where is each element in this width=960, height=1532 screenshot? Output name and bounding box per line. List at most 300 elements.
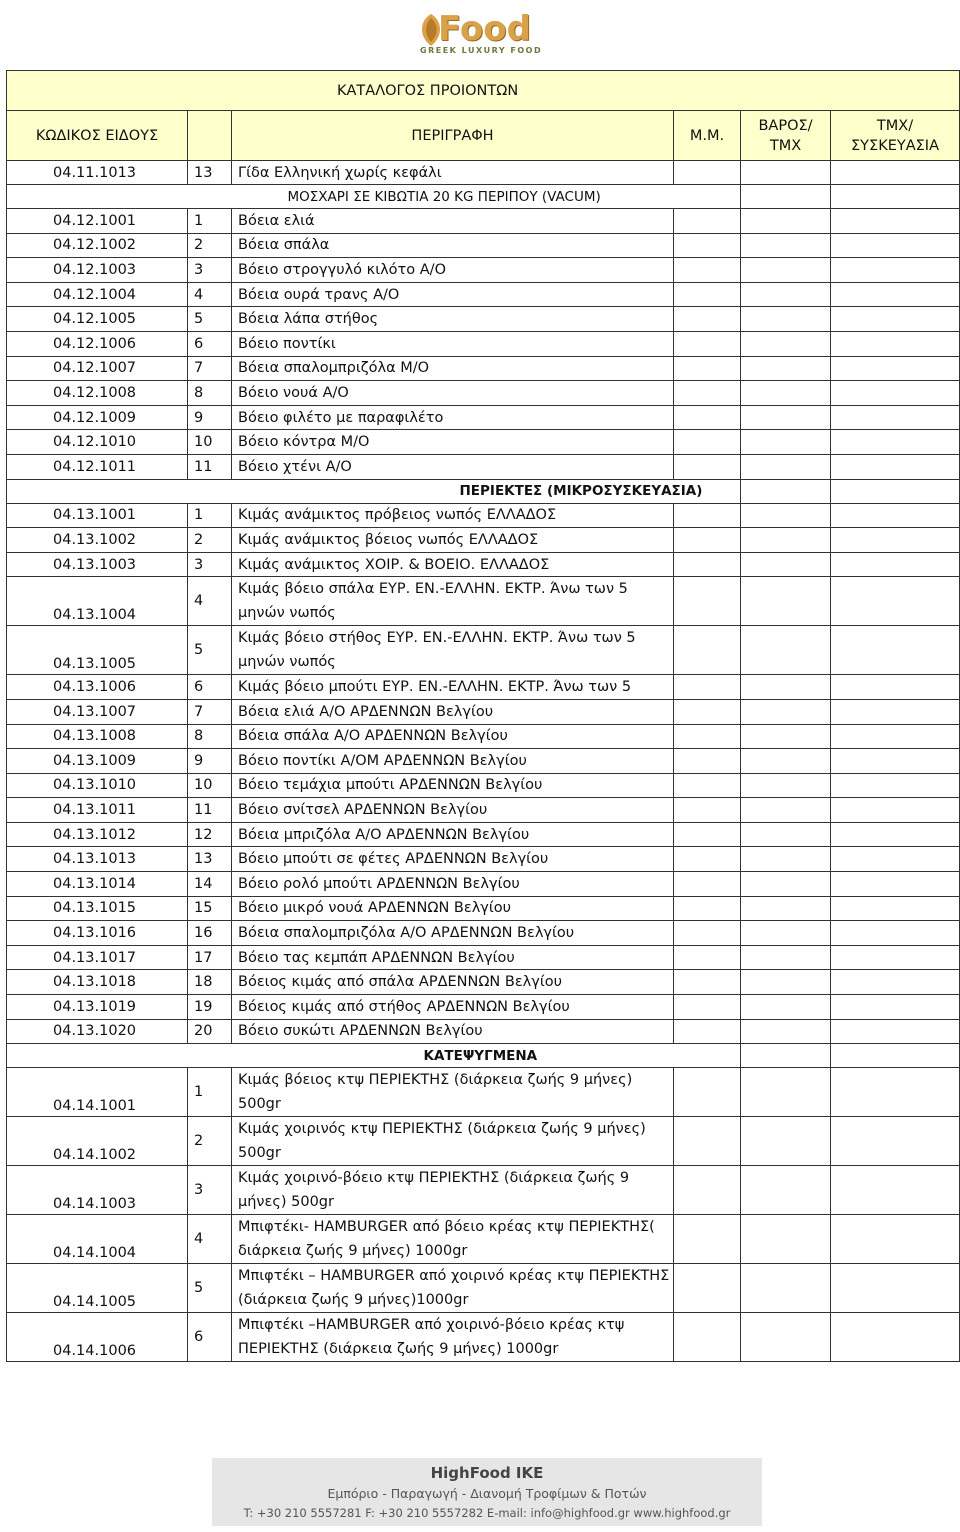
item-pack [831,1117,960,1166]
item-pack [831,454,960,479]
footer-company-name: HighFood ΙΚΕ [430,1464,544,1482]
section-spacer [831,185,960,209]
item-pack [831,724,960,749]
item-pack [831,356,960,381]
item-unit [674,995,741,1020]
section-spacer [188,479,232,503]
item-code: 04.12.1008 [7,381,188,406]
item-unit [674,1117,741,1166]
item-pack [831,970,960,995]
item-code: 04.13.1018 [7,970,188,995]
table-row [7,626,960,675]
item-code: 04.14.1005 [7,1264,188,1313]
item-code: 04.13.1011 [7,798,188,823]
item-number: 20 [188,1019,232,1044]
item-description: Βόεια σπαλομπριζόλα Μ/Ο [232,356,674,381]
header-num [188,111,232,161]
item-pack [831,381,960,406]
item-weight [741,970,831,995]
item-description: Βόειο συκώτι ΑΡΔΕΝΝΩΝ Βελγίου [232,1019,674,1044]
item-number: 1 [188,503,232,528]
item-pack [831,161,960,185]
item-weight [741,699,831,724]
item-number: 10 [188,773,232,798]
item-code: 04.13.1009 [7,749,188,774]
item-number: 8 [188,724,232,749]
catalog-title: ΚΑΤΑΛΟΓΟΣ ΠΡΟΙΟΝΤΩΝ [7,71,674,111]
item-unit [674,699,741,724]
table-row [7,773,960,798]
item-description: Βόειο ποντίκι Α/ΟΜ ΑΡΔΕΝΝΩΝ Βελγίου [232,749,674,774]
item-code: 04.12.1002 [7,233,188,258]
item-description: Κιμάς βόειο σπάλα ΕΥΡ. ΕΝ.-ΕΛΛΗΝ. ΕΚΤΡ. Άνω των 5 μηνών νωπός [232,577,674,626]
item-description: Βόειο ρολό μπούτι ΑΡΔΕΝΝΩΝ Βελγίου [232,872,674,897]
item-number: 4 [188,577,232,626]
item-pack [831,552,960,577]
item-pack [831,847,960,872]
item-weight [741,1068,831,1117]
item-weight [741,307,831,332]
item-weight [741,209,831,234]
item-code: 04.14.1001 [7,1068,188,1117]
item-description: Βόειο μπούτι σε φέτες ΑΡΔΕΝΝΩΝ Βελγίου [232,847,674,872]
table-row [7,405,960,430]
header-code: ΚΩΔΙΚΟΣ ΕΙΔΟΥΣ [7,111,188,161]
item-description: Βόεια λάπα στήθος [232,307,674,332]
item-pack [831,822,960,847]
item-number: 13 [188,847,232,872]
item-weight [741,1264,831,1313]
item-unit [674,356,741,381]
item-description: Βόεια σπάλα Α/Ο ΑΡΔΕΝΝΩΝ Βελγίου [232,724,674,749]
item-unit [674,454,741,479]
item-unit [674,945,741,970]
item-code: 04.13.1002 [7,528,188,553]
item-description: Κιμάς ανάμικτος ΧΟΙΡ. & ΒΟΕΙΟ. ΕΛΛΑΔΟΣ [232,552,674,577]
section-spacer [741,479,831,503]
item-code: 04.13.1020 [7,1019,188,1044]
item-unit [674,1019,741,1044]
table-row [7,1215,960,1264]
item-pack [831,773,960,798]
item-code: 04.14.1004 [7,1215,188,1264]
item-weight [741,282,831,307]
table-row [7,798,960,823]
item-pack [831,995,960,1020]
header-weight: ΒΑΡΟΣ/ ΤΜΧ [741,111,831,161]
table-row [7,995,960,1020]
item-code: 04.12.1001 [7,209,188,234]
item-unit [674,822,741,847]
item-code: 04.12.1011 [7,454,188,479]
item-number: 4 [188,282,232,307]
item-unit [674,1264,741,1313]
item-description: Μπιφτέκι- HAMBURGER από βόειο κρέας κτψ ΠΕΡΙΕΚΤΗΣ( διάρκεια ζωής 9 μήνες) 1000gr [232,1215,674,1264]
item-pack [831,1166,960,1215]
item-number: 14 [188,872,232,897]
section-spacer [188,185,232,209]
header-description: ΠΕΡΙΓΡΑΦΗ [232,111,674,161]
item-description: Κιμάς βόειος κτψ ΠΕΡΙΕΚΤΗΣ (διάρκεια ζωής 9 μήνες) 500gr [232,1068,674,1117]
table-row [7,896,960,921]
table-row [7,1117,960,1166]
logo-tagline: GREEK LUXURY FOOD [420,46,543,55]
table-row [7,749,960,774]
header-pack: ΤΜΧ/ ΣΥΣΚΕΥΑΣΙΑ [831,111,960,161]
item-pack [831,675,960,700]
item-unit [674,552,741,577]
item-weight [741,454,831,479]
item-weight [741,1215,831,1264]
table-row [7,528,960,553]
section-row [7,479,960,503]
section-spacer [831,1044,960,1068]
table-row [7,503,960,528]
item-code: 04.13.1003 [7,552,188,577]
item-unit [674,1166,741,1215]
table-row [7,847,960,872]
table-row [7,699,960,724]
item-code: 04.13.1005 [7,626,188,675]
item-number: 6 [188,1313,232,1362]
item-description: Βόεια σπάλα [232,233,674,258]
item-pack [831,749,960,774]
item-code: 04.14.1003 [7,1166,188,1215]
item-number: 3 [188,1166,232,1215]
footer-contact: T: +30 210 5557281 F: +30 210 5557282 E-mail: info@highfood.gr www.highfood.gr [243,1506,731,1520]
item-description: Βόειο τεμάχια μπούτι ΑΡΔΕΝΝΩΝ Βελγίου [232,773,674,798]
table-row [7,282,960,307]
item-code: 04.12.1009 [7,405,188,430]
item-number: 5 [188,626,232,675]
item-weight [741,331,831,356]
item-number: 17 [188,945,232,970]
title-row-spacer [674,71,960,111]
item-description: Κιμάς βόειο μπούτι ΕΥΡ. ΕΝ.-ΕΛΛΗΝ. ΕΚΤΡ. Άνω των 5 [232,675,674,700]
item-unit [674,872,741,897]
item-number: 13 [188,161,232,185]
item-pack [831,1313,960,1362]
item-code: 04.12.1010 [7,430,188,455]
item-description: Βόειο χτένι Α/Ο [232,454,674,479]
table-row [7,872,960,897]
item-number: 2 [188,528,232,553]
item-weight [741,503,831,528]
table-row [7,945,960,970]
item-weight [741,233,831,258]
item-description: Βόεια ελιά Α/Ο ΑΡΔΕΝΝΩΝ Βελγίου [232,699,674,724]
item-weight [741,161,831,185]
item-code: 04.13.1015 [7,896,188,921]
item-unit [674,847,741,872]
item-unit [674,405,741,430]
item-unit [674,577,741,626]
section-spacer [741,185,831,209]
item-number: 5 [188,1264,232,1313]
item-number: 19 [188,995,232,1020]
item-number: 7 [188,356,232,381]
item-pack [831,1264,960,1313]
item-number: 12 [188,822,232,847]
item-pack [831,921,960,946]
item-weight [741,995,831,1020]
item-number: 6 [188,675,232,700]
item-weight [741,724,831,749]
item-weight [741,798,831,823]
item-weight [741,1117,831,1166]
item-code: 04.13.1008 [7,724,188,749]
item-description: Βόεια ελιά [232,209,674,234]
item-description: Βόειο φιλέτο με παραφιλέτο [232,405,674,430]
section-row [7,185,960,209]
table-row [7,724,960,749]
footer-subtitle: Εμπόριο - Παραγωγή - Διανομή Τροφίμων & Ποτών [327,1486,647,1501]
item-code: 04.12.1003 [7,258,188,283]
item-code: 04.13.1013 [7,847,188,872]
item-weight [741,430,831,455]
item-code: 04.12.1006 [7,331,188,356]
item-description: Κιμάς ανάμικτος βόειος νωπός ΕΛΛΑΔΟΣ [232,528,674,553]
item-pack [831,872,960,897]
item-number: 15 [188,896,232,921]
item-weight [741,847,831,872]
table-row [7,921,960,946]
item-description: Βόειο μικρό νουά ΑΡΔΕΝΝΩΝ Βελγίου [232,896,674,921]
table-row [7,307,960,332]
item-number: 11 [188,798,232,823]
item-code: 04.13.1007 [7,699,188,724]
item-unit [674,331,741,356]
item-unit [674,749,741,774]
item-pack [831,945,960,970]
item-pack [831,528,960,553]
item-description: Βόειο στρογγυλό κιλότο Α/Ο [232,258,674,283]
table-row [7,430,960,455]
item-pack [831,626,960,675]
item-weight [741,577,831,626]
section-spacer [7,185,188,209]
item-code: 04.13.1019 [7,995,188,1020]
item-number: 11 [188,454,232,479]
item-unit [674,970,741,995]
item-pack [831,1019,960,1044]
item-code: 04.13.1016 [7,921,188,946]
item-description: Κιμάς ανάμικτος πρόβειος νωπός ΕΛΛΑΔΟΣ [232,503,674,528]
item-number: 9 [188,749,232,774]
item-description: Βόειο σνίτσελ ΑΡΔΕΝΝΩΝ Βελγίου [232,798,674,823]
item-unit [674,724,741,749]
section-spacer [741,1044,831,1068]
section-spacer [7,479,188,503]
item-pack [831,307,960,332]
item-number: 8 [188,381,232,406]
item-description: Γίδα Ελληνική χωρίς κεφάλι [232,161,674,185]
item-unit [674,528,741,553]
item-pack [831,1215,960,1264]
item-number: 18 [188,970,232,995]
item-unit [674,675,741,700]
item-pack [831,577,960,626]
company-logo [380,6,580,58]
item-number: 16 [188,921,232,946]
table-row [7,454,960,479]
item-unit [674,381,741,406]
header-unit: Μ.Μ. [674,111,741,161]
item-unit [674,503,741,528]
item-description: Μπιφτέκι –HAMBURGER από χοιρινό-βόειο κρέας κτψ ΠΕΡΙΕΚΤΗΣ (διάρκεια ζωής 9 μήνες) 1000gr [232,1313,674,1362]
item-code: 04.13.1001 [7,503,188,528]
item-pack [831,405,960,430]
header-row [7,111,960,161]
item-number: 10 [188,430,232,455]
item-description: Βόεια ουρά τρανς Α/Ο [232,282,674,307]
table-row [7,233,960,258]
logo-wordmark: Food [438,9,531,49]
table-row [7,822,960,847]
item-description: Μπιφτέκι – HAMBURGER από χοιρινό κρέας κτψ ΠΕΡΙΕΚΤΗΣ (διάρκεια ζωής 9 μήνες)1000gr [232,1264,674,1313]
item-number: 7 [188,699,232,724]
item-unit [674,896,741,921]
item-description: Κιμάς βόειο στήθος ΕΥΡ. ΕΝ.-ΕΛΛΗΝ. ΕΚΤΡ. Άνω των 5 μηνών νωπός [232,626,674,675]
item-weight [741,921,831,946]
item-number: 1 [188,1068,232,1117]
table-row [7,1264,960,1313]
item-pack [831,282,960,307]
item-number: 5 [188,307,232,332]
item-pack [831,503,960,528]
item-description: Βόεια μπριζόλα Α/Ο ΑΡΔΕΝΝΩΝ Βελγίου [232,822,674,847]
item-number: 1 [188,209,232,234]
item-number: 3 [188,552,232,577]
item-unit [674,1215,741,1264]
table-row [7,970,960,995]
table-row [7,258,960,283]
table-row [7,1313,960,1362]
item-description: Βόειο τας κεμπάπ ΑΡΔΕΝΝΩΝ Βελγίου [232,945,674,970]
table-row [7,209,960,234]
item-number: 2 [188,1117,232,1166]
section-title: ΜΟΣΧΑΡΙ ΣΕ ΚΙΒΩΤΙΑ 20 KG ΠΕΡΙΠΟΥ (VACUM) [287,188,601,205]
company-footer [212,1458,762,1526]
item-code: 04.12.1007 [7,356,188,381]
item-weight [741,528,831,553]
item-weight [741,872,831,897]
item-pack [831,896,960,921]
item-unit [674,209,741,234]
item-number: 4 [188,1215,232,1264]
section-title: ΚΑΤΕΨΥΓΜΕΝΑ [423,1047,538,1064]
item-description: Βόειο νουά Α/Ο [232,381,674,406]
product-catalog-table [6,70,960,1362]
item-weight [741,749,831,774]
section-spacer [7,1044,188,1068]
section-title: ΠΕΡΙΕΚΤΕΣ (ΜΙΚΡΟΣΥΣΚΕΥΑΣΙΑ) [459,483,703,500]
item-pack [831,233,960,258]
item-code: 04.12.1005 [7,307,188,332]
item-unit [674,307,741,332]
item-description: Κιμάς χοιρινό-βόειο κτψ ΠΕΡΙΕΚΤΗΣ (διάρκεια ζωής 9 μήνες) 500gr [232,1166,674,1215]
item-unit [674,282,741,307]
item-code: 04.13.1006 [7,675,188,700]
item-unit [674,798,741,823]
item-unit [674,626,741,675]
item-description: Βόειο ποντίκι [232,331,674,356]
item-weight [741,356,831,381]
table-row [7,1166,960,1215]
item-code: 04.14.1006 [7,1313,188,1362]
item-description: Βόειος κιμάς από στήθος ΑΡΔΕΝΝΩΝ Βελγίου [232,995,674,1020]
item-unit [674,430,741,455]
item-weight [741,405,831,430]
item-unit [674,161,741,185]
item-code: 04.13.1004 [7,577,188,626]
table-row [7,381,960,406]
item-code: 04.14.1002 [7,1117,188,1166]
item-code: 04.12.1004 [7,282,188,307]
item-pack [831,209,960,234]
section-spacer [831,479,960,503]
table-row [7,1019,960,1044]
item-unit [674,1313,741,1362]
table-row [7,1068,960,1117]
table-row [7,356,960,381]
item-weight [741,1166,831,1215]
item-unit [674,773,741,798]
item-weight [741,945,831,970]
item-description: Κιμάς χοιρινός κτψ ΠΕΡΙΕΚΤΗΣ (διάρκεια ζωής 9 μήνες) 500gr [232,1117,674,1166]
item-number: 3 [188,258,232,283]
item-weight [741,552,831,577]
title-row [7,71,960,111]
table-row [7,552,960,577]
item-weight [741,896,831,921]
item-weight [741,626,831,675]
item-pack [831,699,960,724]
item-code: 04.11.1013 [7,161,188,185]
item-pack [831,331,960,356]
item-code: 04.13.1012 [7,822,188,847]
table-row [7,675,960,700]
item-number: 2 [188,233,232,258]
table-row [7,161,960,185]
item-unit [674,1068,741,1117]
item-weight [741,381,831,406]
item-description: Βόεια σπαλομπριζόλα Α/Ο ΑΡΔΕΝΝΩΝ Βελγίου [232,921,674,946]
item-number: 9 [188,405,232,430]
section-spacer [188,1044,232,1068]
table-row [7,331,960,356]
item-weight [741,675,831,700]
item-description: Βόειο κόντρα Μ/Ο [232,430,674,455]
item-pack [831,1068,960,1117]
item-weight [741,773,831,798]
item-description: Βόειος κιμάς από σπάλα ΑΡΔΕΝΝΩΝ Βελγίου [232,970,674,995]
item-unit [674,233,741,258]
item-weight [741,1019,831,1044]
item-weight [741,822,831,847]
item-unit [674,258,741,283]
item-unit [674,921,741,946]
section-row [7,1044,960,1068]
item-number: 6 [188,331,232,356]
item-pack [831,798,960,823]
item-pack [831,430,960,455]
item-pack [831,258,960,283]
item-code: 04.13.1017 [7,945,188,970]
item-code: 04.13.1014 [7,872,188,897]
item-weight [741,258,831,283]
table-row [7,577,960,626]
